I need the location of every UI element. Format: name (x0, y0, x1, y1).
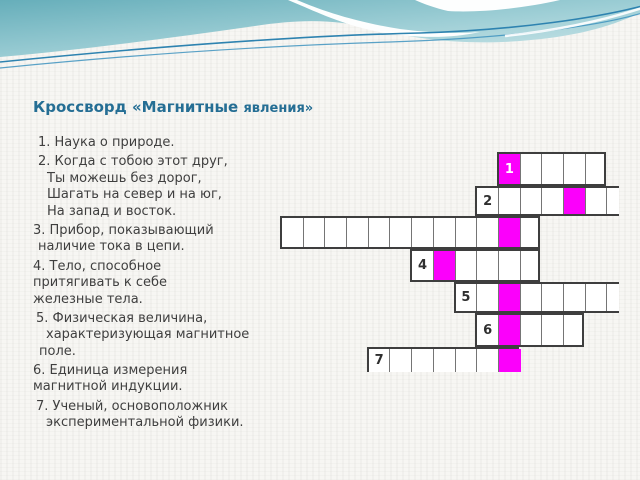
slide-title-tail: явления» (243, 101, 314, 116)
row-number-label: 4 (418, 258, 428, 273)
clue-line: наличие тока в цепи. (38, 239, 185, 255)
row-number-label: 1 (504, 161, 514, 177)
clue-item-4 (33, 259, 303, 308)
crossword-cell (456, 349, 478, 372)
crossword-cell (607, 284, 621, 311)
crossword-cell (564, 154, 586, 184)
crossword-cell (412, 218, 434, 247)
crossword-cell (391, 218, 413, 247)
crossword-cell (499, 251, 521, 280)
clue-line: экспериментальной физики. (46, 415, 244, 431)
row-number-label: 5 (461, 290, 471, 305)
crossword-cell (521, 251, 543, 280)
crossword-cell (477, 218, 499, 247)
clue-item-1 (33, 135, 303, 151)
crossword-cell (521, 154, 543, 184)
clue-item-7 (33, 399, 303, 432)
clue-item-5 (33, 311, 303, 360)
crossword-cell-highlighted (499, 284, 521, 311)
crossword-cell (477, 284, 499, 311)
crossword-cell-highlighted (434, 251, 456, 280)
clue-item-2 (33, 154, 303, 220)
crossword-cell (542, 315, 564, 345)
crossword-cell (586, 284, 608, 311)
crossword-cell (521, 315, 543, 345)
clue-line: 2. Когда с тобою этот друг, (38, 154, 228, 170)
crossword-cell (477, 188, 499, 214)
slide-title-main: Кроссворд «Магнитные (33, 98, 239, 116)
crossword-cell-highlighted (499, 154, 521, 184)
crossword-cell (564, 284, 586, 311)
crossword-cell (499, 188, 521, 214)
crossword-cell (542, 188, 564, 214)
crossword-row-3 (280, 216, 540, 249)
crossword-cell (521, 188, 543, 214)
crossword-cell (521, 284, 543, 311)
clue-line: железные тела. (33, 291, 143, 307)
crossword-cell (434, 349, 456, 372)
crossword-cell (477, 251, 499, 280)
crossword-cell-highlighted (499, 349, 521, 372)
crossword-cell (325, 218, 347, 247)
clue-line: 3. Прибор, показывающий (33, 222, 214, 238)
clue-line: 1. Наука о природе. (38, 135, 175, 150)
clue-line: Шагать на север и на юг, (47, 187, 222, 203)
row-number-label: 6 (483, 322, 493, 338)
clue-line: характеризующая магнитное (46, 327, 250, 343)
crossword-cell (347, 218, 369, 247)
crossword-cell (521, 218, 543, 247)
crossword-cell-highlighted (499, 218, 521, 247)
clue-line: магнитной индукции. (33, 379, 183, 395)
crossword-row-5 (454, 282, 620, 313)
clue-line: 5. Физическая величина, (36, 310, 208, 326)
crossword-cell (390, 349, 412, 372)
top-wave-decoration (0, 0, 640, 78)
crossword-cell (412, 349, 434, 372)
row-number-label: 2 (483, 193, 493, 209)
clue-item-3 (33, 223, 303, 256)
crossword-row-6 (475, 313, 584, 347)
clue-line: 4. Тело, способное (33, 258, 162, 274)
crossword-cell (369, 218, 391, 247)
crossword-row-1 (497, 152, 606, 186)
wave-teal-band (0, 0, 640, 57)
crossword-cell (456, 218, 478, 247)
crossword-cell (542, 284, 564, 311)
crossword-cell (412, 251, 434, 280)
crossword-cell (477, 315, 499, 345)
slide-title (33, 98, 433, 116)
clue-line: 7. Ученый, основоположник (36, 398, 229, 414)
clue-line: 6. Единица измерения (33, 363, 188, 379)
crossword-cell-highlighted (499, 315, 521, 345)
crossword-row-2 (475, 186, 619, 216)
clues-list (33, 135, 303, 435)
crossword-cell (282, 218, 304, 247)
clue-line: Ты можешь без дорог, (47, 170, 202, 186)
clue-line: притягивать к себе (33, 275, 168, 291)
crossword-cell (542, 154, 564, 184)
crossword-cell (434, 218, 456, 247)
crossword-cell (304, 218, 326, 247)
crossword-cell (586, 188, 608, 214)
crossword-row-7 (367, 347, 519, 372)
clue-item-6 (33, 363, 303, 396)
clue-line: На запад и восток. (47, 203, 177, 219)
crossword-cell (586, 154, 608, 184)
crossword-cell (607, 188, 621, 214)
crossword-cell (456, 251, 478, 280)
clue-line: поле. (39, 343, 76, 359)
row-number-label: 7 (374, 353, 384, 368)
crossword-cell (477, 349, 499, 372)
crossword-cell-highlighted (564, 188, 586, 214)
crossword-cell (564, 315, 586, 345)
crossword-cell (369, 349, 391, 372)
crossword-row-4 (410, 249, 540, 282)
crossword-cell (456, 284, 478, 311)
